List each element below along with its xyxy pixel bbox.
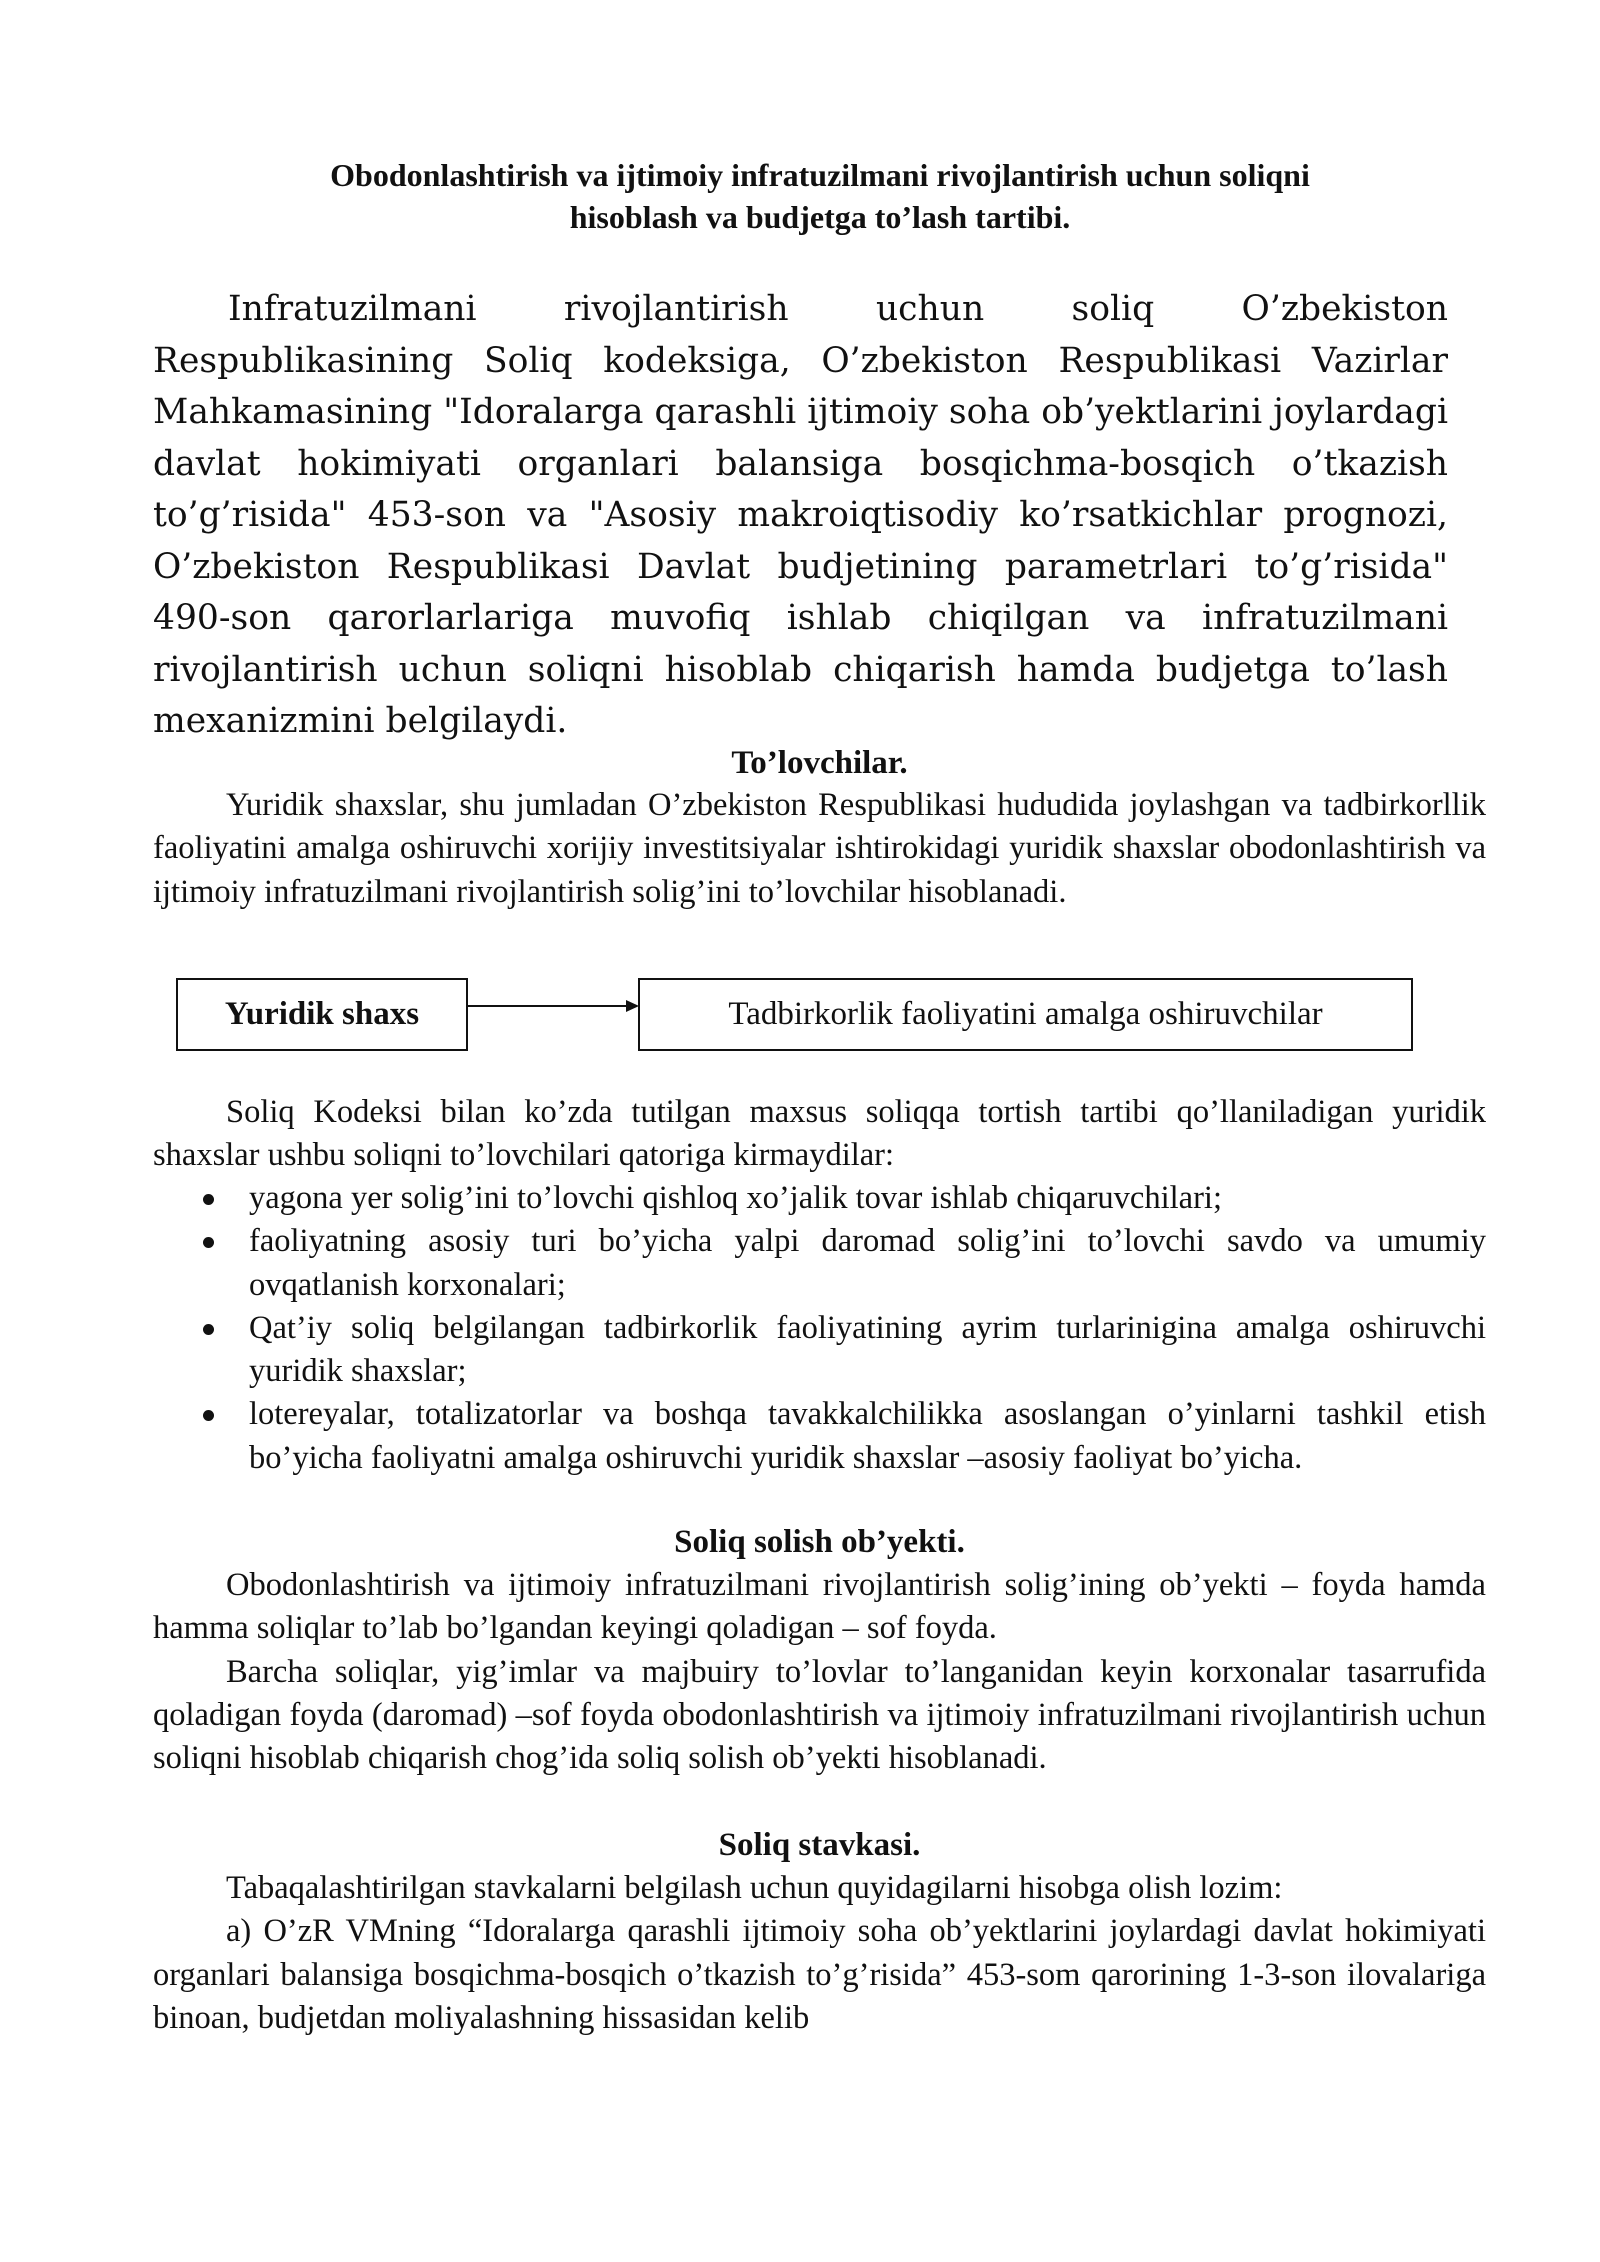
list-item <box>153 1307 1486 1394</box>
exclusions-paragraph: Soliq Kodeksi bilan ko’zda tutilgan maxsus soliqqa tortish tartibi qo’llaniladigan yuridik shaxslar ushbu soliqni to’lovchilari qatoriga kirmaydilar: <box>153 1094 1486 1174</box>
payers-section <box>153 784 1486 914</box>
bullet-icon <box>203 1410 214 1421</box>
exclusions-section <box>153 1091 1486 1178</box>
list-item <box>153 1177 1486 1220</box>
legal-entity-label: Yuridik shaxs <box>224 996 420 1032</box>
title-line-2: hisoblash va budjetga to’lash tartibi. <box>569 199 1071 235</box>
list-item-text: yagona yer solig’ini to’lovchi qishloq xo’jalik tovar ishlab chiqaruvchilari; <box>249 1180 1222 1216</box>
rate-paragraph-1: Tabaqalashtirilgan stavkalarni belgilash uchun quyidagilarni hisobga olish lozim: <box>226 1870 1283 1906</box>
document-title <box>230 154 1410 238</box>
list-item-text: lotereyalar, totalizatorlar va boshqa tavakkalchilikka asoslangan o’yinlarni tashkil etish bo’yicha faoliyatni amalga oshiruvchi yuridik shaxslar –asosiy faoliyat bo’yicha. <box>249 1396 1486 1476</box>
bullet-icon <box>203 1324 214 1335</box>
payers-paragraph: Yuridik shaxslar, shu jumladan O’zbekiston Respublikasi hududida joylashgan va tadbirkorllik faoliyatini amalga oshiruvchi xorijiy investitsiyalar ishtirokidagi yuridik shaxslar obodonlashtirish va ijtimoiy infratuzilmani rivojlantirish solig’ini to’lovchilar hisoblanadi. <box>153 787 1486 910</box>
entrepreneurs-box <box>638 978 1413 1051</box>
bullet-icon <box>203 1194 214 1205</box>
object-paragraph-2: Barcha soliqlar, yig’imlar va majbuiry to’lovlar to’langanidan keyin korxonalar tasarrufida qoladigan foyda (daromad) –sof foyda obodonlashtirish va ijtimoiy infratuzilmani rivojlantirish uchun soliqni hisoblab chiqarish chog’ida soliq solish ob’yekti hisoblanadi. <box>153 1653 1486 1777</box>
exclusions-list <box>153 1177 1486 1480</box>
list-item <box>153 1393 1486 1480</box>
list-item-text: faoliyatning asosiy turi bo’yicha yalpi daromad solig’ini to’lovchi savdo va umumiy ovqatlanish korxonalari; <box>249 1223 1486 1303</box>
rate-paragraph-2: a) O’zR VMning “Idoralarga qarashli ijtimoiy soha ob’yektlarini joylardagi davlat hokimiyati organlari balansiga bosqichma-bosqich o’tkazish to’g’risida” 453-som qarorining 1-3-son ilovalariga binoan, budjetdan moliyalashning hissasidan kelib <box>153 1913 1486 2036</box>
payers-heading: To’lovchilar. <box>731 745 908 781</box>
object-paragraph-1: Obodonlashtirish va ijtimoiy infratuzilmani rivojlantirish solig’ining ob’yekti – foyda hamda hamma soliqlar to’lab bo’lgandan keyingi qoladigan – sof foyda. <box>153 1567 1486 1647</box>
rate-section <box>153 1867 1486 2040</box>
object-section <box>153 1564 1486 1780</box>
title-line-1: Obodonlashtirish va ijtimoiy infratuzilmani rivojlantirish uchun soliqni <box>330 157 1310 193</box>
list-item-text: Qat’iy soliq belgilangan tadbirkorlik faoliyatining ayrim turlarinigina amalga oshiruvchi yuridik shaxslar; <box>249 1309 1486 1390</box>
bullet-icon <box>203 1237 214 1248</box>
intro-paragraph: Infratuzilmani rivojlantirish uchun soliq O’zbekiston Respublikasining Soliq kodeksiga, O’zbekiston Respublikasi Vazirlar Mahkamasining "Idoralarga qarashli ijtimoiy soha ob’yektlarini joylardagi davlat hokimiyati organlari balansiga bosqichma-bosqich o’tkazish to’g’risida" 453-son va "Asosiy makroiqtisodiy ko’rsatkichlar prognozi, O’zbekiston Respublikasi Davlat budjetining parametrlari to’g’risida" 490-son qarorlarlariga muvofiq ishlab chiqilgan va infratuzilmani rivojlantirish uchun soliqni hisoblab chiqarish hamda budjetga to’lash mexanizmini belgilaydi. <box>153 289 1448 741</box>
rate-heading: Soliq stavkasi. <box>718 1827 921 1863</box>
list-item <box>153 1220 1486 1307</box>
diagram-arrow <box>468 996 640 1016</box>
legal-entity-box <box>176 978 468 1051</box>
object-heading: Soliq solish ob’yekti. <box>674 1524 965 1560</box>
entrepreneurs-label: Tadbirkorlik faoliyatini amalga oshiruvchilar <box>728 996 1323 1032</box>
